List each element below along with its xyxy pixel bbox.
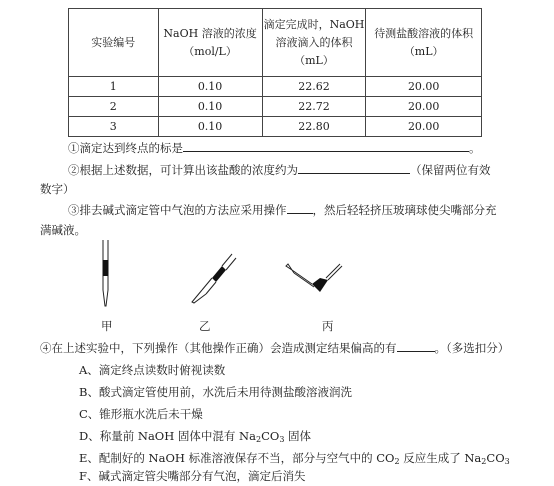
option-e: E、配制好的 NaOH 标准溶液保存不当，部分与空气中的 $CO_2$ 反应生成了 $Na_2CO_3$ — [79, 451, 510, 466]
question-3-continuation: 满碱液。 — [40, 223, 86, 237]
question-4-end: 。（多选扣分） — [434, 341, 510, 355]
data-table — [68, 8, 482, 137]
answer-blank-1[interactable] — [183, 140, 469, 152]
table-cell: 0.10 — [158, 77, 262, 97]
header-experiment-no: 实验编号 — [69, 9, 159, 77]
rubber-tube — [212, 266, 226, 282]
table-cell: 20.00 — [366, 77, 482, 97]
question-2-continuation: 数字） — [40, 182, 75, 196]
table-cell: 0.10 — [158, 117, 262, 137]
table-row — [69, 77, 482, 97]
rubber-tube — [103, 260, 109, 276]
header-naoh-concentration: NaOH 溶液的浓度 （mol/L） — [158, 9, 262, 77]
figure-label-bing: 丙 — [322, 319, 334, 333]
header-hcl-volume: 待测盐酸溶液的体积 （mL） — [366, 9, 482, 77]
burette-figure-jia — [95, 238, 117, 318]
option-f: F、碱式滴定管尖嘴部分有气泡，滴定后消失 — [79, 469, 306, 483]
table-cell: 20.00 — [366, 97, 482, 117]
table-row — [69, 117, 482, 137]
figure-label-yi: 乙 — [199, 319, 211, 333]
burette-figure-bing — [284, 262, 344, 302]
answer-blank-2[interactable] — [298, 162, 410, 174]
header-naoh-volume: 滴定完成时，NaOH 溶液滴入的体积 （mL） — [262, 9, 366, 77]
table-cell: 0.10 — [158, 97, 262, 117]
table-row — [69, 97, 482, 117]
question-2-text: ②根据上述数据，可计算出该盐酸的浓度约为 — [68, 163, 298, 177]
question-3 — [68, 202, 497, 218]
question-1-end: 。 — [469, 141, 481, 155]
table-cell: 1 — [69, 77, 159, 97]
option-b: B、酸式滴定管使用前，水洗后未用待测盐酸溶液润洗 — [79, 385, 352, 399]
answer-blank-3[interactable] — [287, 202, 313, 214]
question-3-mid: ，然后轻轻挤压玻璃球使尖嘴部分充 — [312, 203, 497, 217]
rubber-tube — [312, 278, 328, 292]
question-1 — [68, 140, 481, 156]
table-cell: 20.00 — [366, 117, 482, 137]
figure-label-jia: 甲 — [101, 319, 113, 333]
option-a: A、滴定终点读数时俯视读数 — [79, 363, 226, 377]
question-3-text: ③排去碱式滴定管中气泡的方法应采用操作 — [68, 203, 287, 217]
option-c: C、锥形瓶水洗后未干燥 — [79, 407, 203, 421]
answer-blank-4[interactable] — [397, 340, 435, 352]
table-cell: 3 — [69, 117, 159, 137]
question-1-text: ①滴定达到终点的标是 — [68, 141, 183, 155]
question-4 — [40, 340, 509, 356]
table-header-row — [69, 9, 482, 77]
question-4-text: ④在上述实验中，下列操作（其他操作正确）会造成测定结果偏高的有 — [40, 341, 397, 355]
table-cell: 22.80 — [262, 117, 366, 137]
burette-figure-yi — [188, 252, 238, 308]
question-2-end: （保留两位有效 — [410, 163, 491, 177]
question-2 — [68, 162, 491, 178]
table-cell: 22.62 — [262, 77, 366, 97]
option-d: D、称量前 NaOH 固体中混有 $Na_2CO_3$ 固体 — [79, 429, 312, 444]
table-cell: 2 — [69, 97, 159, 117]
table-cell: 22.72 — [262, 97, 366, 117]
